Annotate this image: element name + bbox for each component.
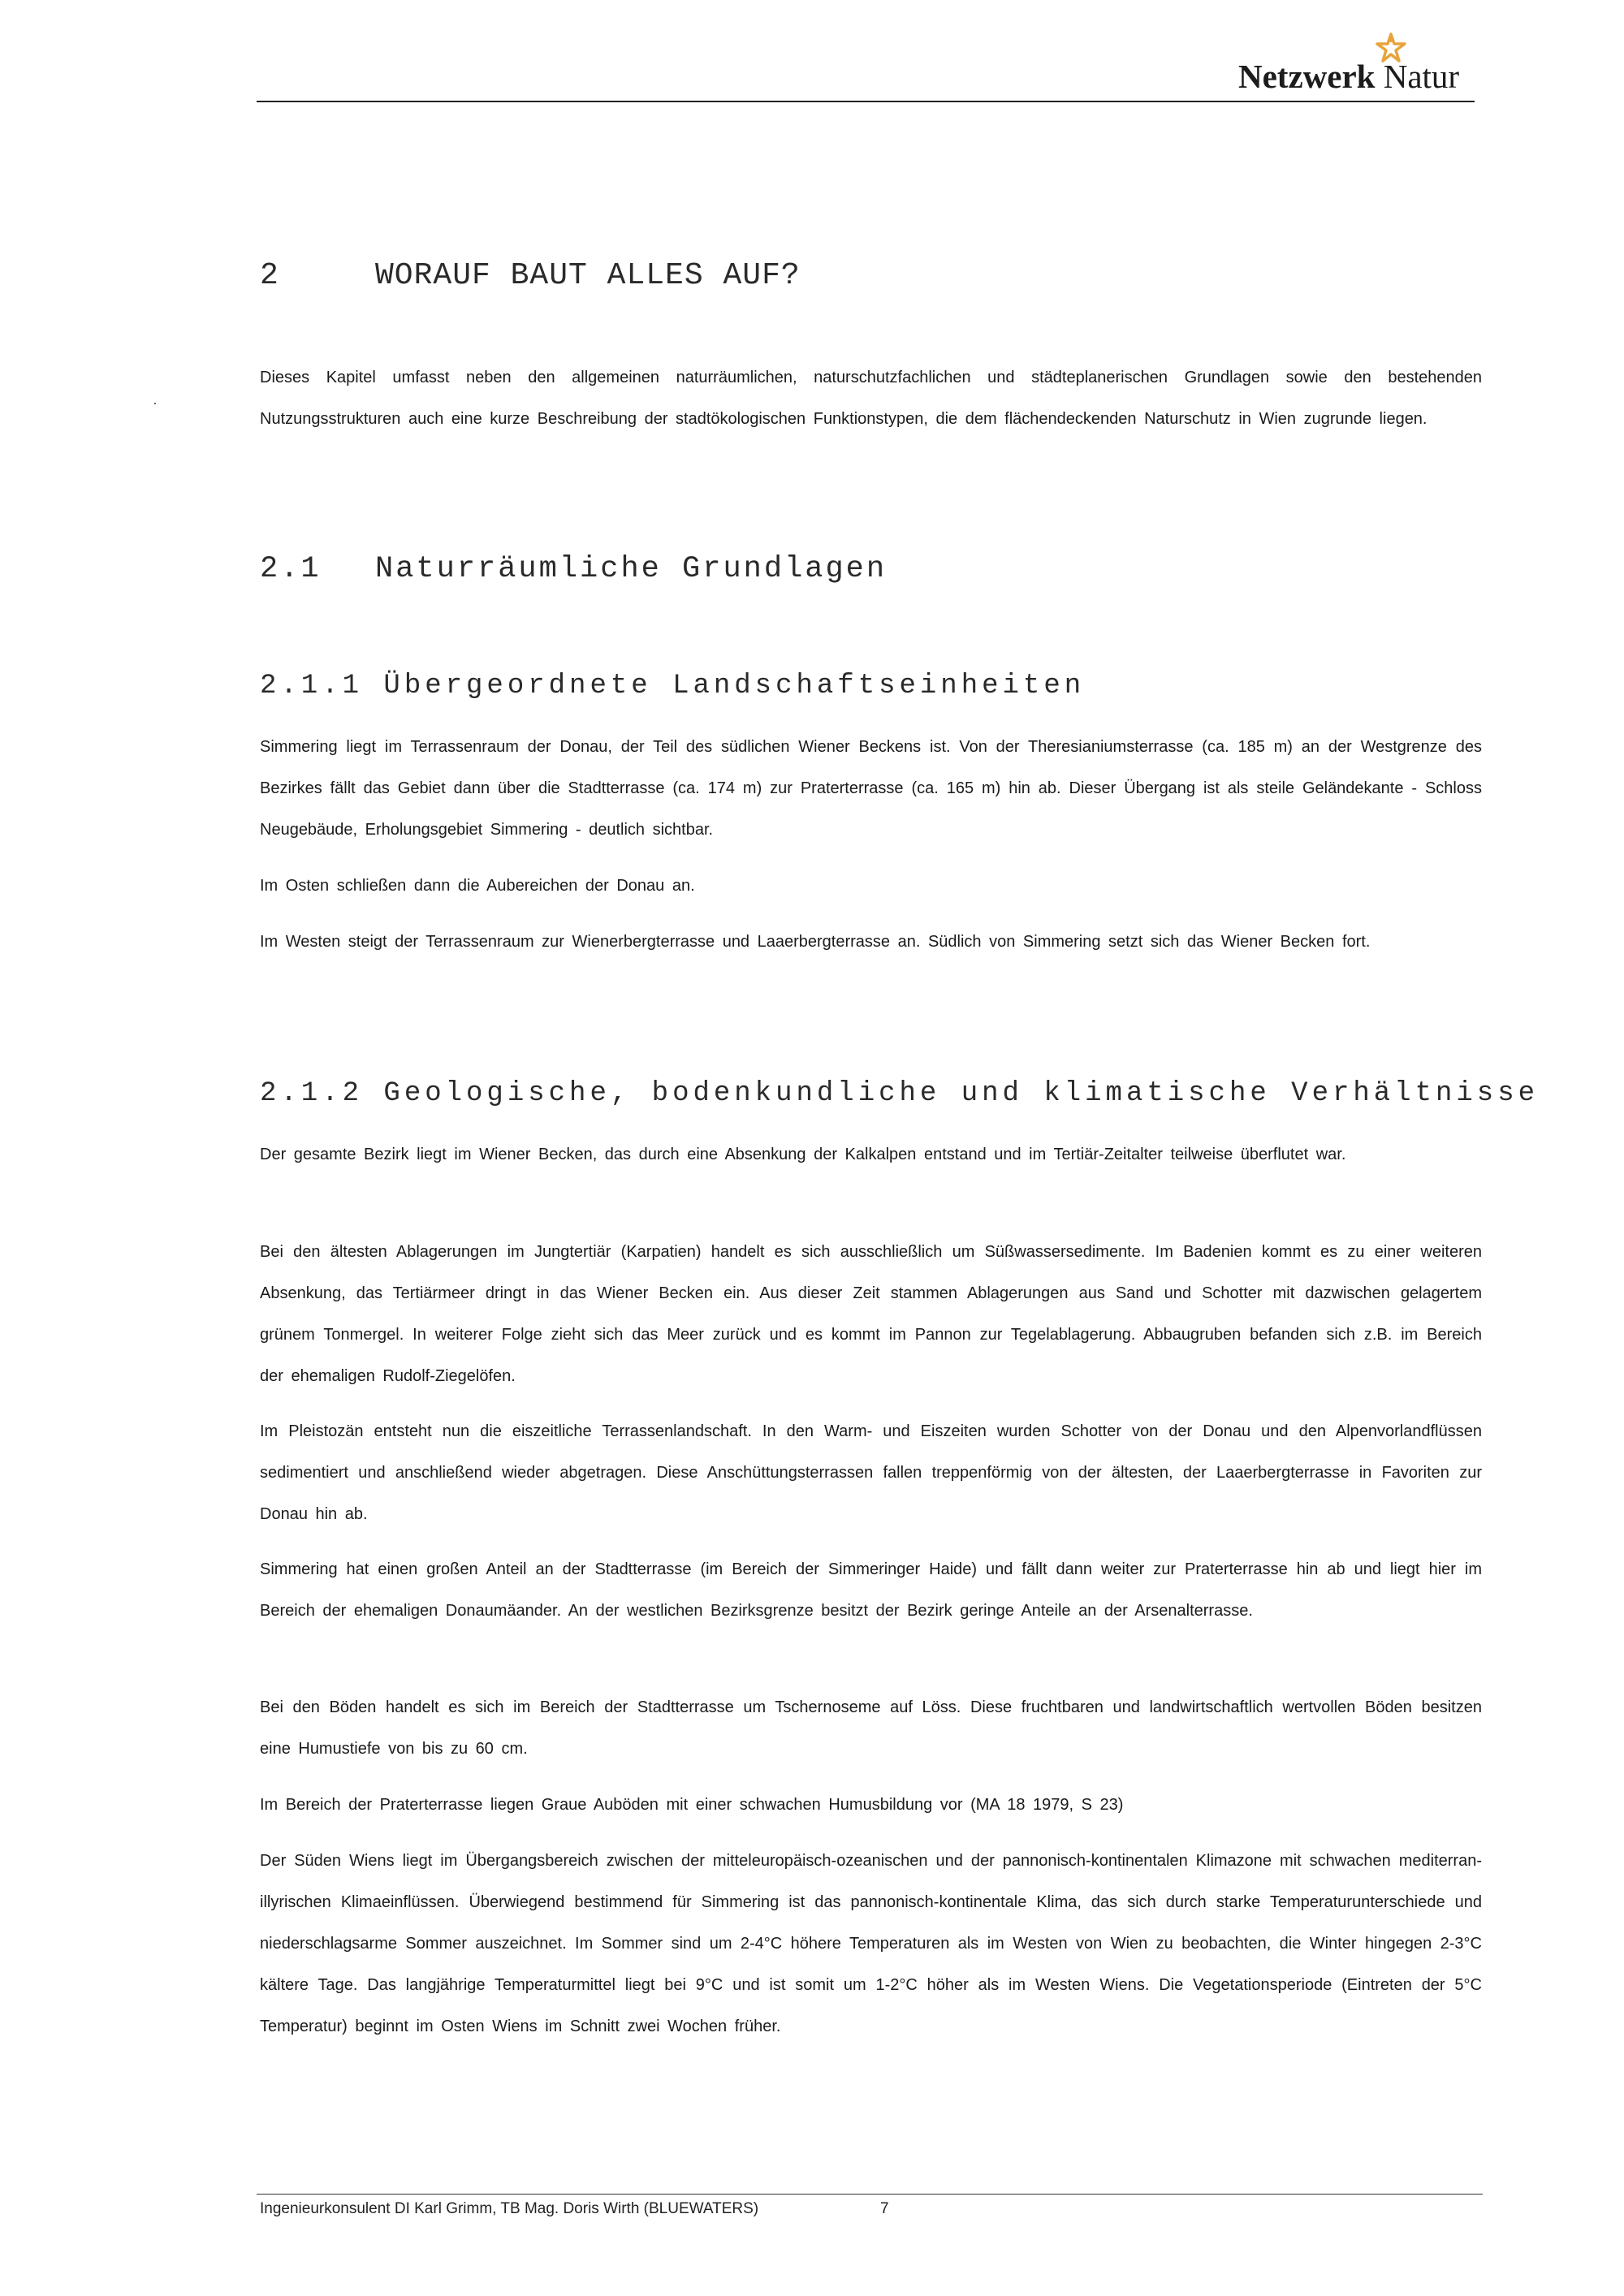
paragraph: Simmering hat einen großen Anteil an der Stadtterrasse (im Bereich der Simmeringer Haide) und fällt dann weiter zur Praterterrasse hin ab und liegt hier im Bereich der ehemaligen Donaumäander. An der westlichen Bezirksgrenze besitzt der Bezirk geringe Anteile an der Arsenalterrasse. [260,1560,1482,1620]
paragraph: Simmering liegt im Terrassenraum der Donau, der Teil des südlichen Wiener Beckens ist. Von der Theresianiumsterrasse (ca. 185 m) an der Westgrenze des Bezirkes fällt das Gebiet dann über die Stadtterrasse (ca. 174 m) zur Praterterrasse (ca. 165 m) hin ab. Dieser Übergang ist als steile Geländekante - Schloss Neugebäude, Erholungsgebiet Simmering - deutlich sichtbar. [260,738,1482,839]
footer-divider [257,2194,1483,2195]
logo-wordmark [1238,57,1459,96]
chapter-heading [260,258,801,293]
logo-word-bold: Netzwerk [1238,58,1376,95]
section-2-1-2-heading: 2.1.2 Geologische, bodenkundliche und klimatische Verhältnisse [260,1078,1540,1109]
section-2-1-title: Naturräumliche Grundlagen [375,552,888,586]
paragraph: Bei den Böden handelt es sich im Bereich der Stadtterrasse um Tschernoseme auf Löss. Diese fruchtbaren und landwirtschaftlich wertvollen Böden besitzen eine Humustiefe von bis zu 60 cm. [260,1698,1482,1758]
section-2-1-1-heading: 2.1.1 Übergeordnete Landschaftseinheiten [260,671,1086,701]
paragraph: Im Osten schließen dann die Aubereichen der Donau an. [260,877,695,895]
paragraph: Im Bereich der Praterterrasse liegen Graue Auböden mit einer schwachen Humusbildung vor (MA 18 1979, S 23) [260,1796,1124,1814]
stray-mark [154,403,156,404]
paragraph: Der gesamte Bezirk liegt im Wiener Becken, das durch eine Absenkung der Kalkalpen entstand und im Tertiär-Zeitalter teilweise überflutet war. [260,1146,1346,1163]
chapter-title: WORAUF BAUT ALLES AUF? [375,258,801,293]
netzwerk-natur-logo [1238,31,1482,101]
intro-paragraph: Dieses Kapitel umfasst neben den allgemeinen naturräumlichen, naturschutzfachlichen und städteplanerischen Grundlagen sowie den bestehenden Nutzungsstrukturen auch eine kurze Beschreibung der stadtökologischen Funktionstypen, die dem flächendeckenden Naturschutz in Wien zugrunde liegen. [260,369,1482,428]
footer-author: Ingenieurkonsulent DI Karl Grimm, TB Mag. Doris Wirth (BLUEWATERS) [260,2200,759,2217]
section-2-1-number: 2.1 [260,552,322,586]
section-2-1-heading [260,552,887,586]
paragraph: Der Süden Wiens liegt im Übergangsbereich zwischen der mitteleuropäisch-ozeanischen und der pannonisch-kontinentalen Klimazone mit schwachen mediterran-illyrischen Klimaeinflüssen. Überwiegend bestimmend für Simmering ist das pannonisch-kontinentale Klima, das sich durch starke Temperaturunterschiede und niederschlagsarme Sommer auszeichnet. Im Sommer sind um 2-4°C höhere Temperaturen als im Westen von Wien zu beobachten, die Winter hingegen 2-3°C kältere Tage. Das langjährige Temperaturmittel liegt bei 9°C und ist somit um 1-2°C höher als im Westen Wiens. Die Vegetationsperiode (Eintreten der 5°C Temperatur) beginnt im Osten Wiens im Schnitt zwei Wochen früher. [260,1852,1482,2035]
page-footer [260,2200,889,2218]
logo-word-regular: Natur [1383,58,1460,95]
paragraph: Bei den ältesten Ablagerungen im Jungtertiär (Karpatien) handelt es sich ausschließlich um Süßwassersedimente. Im Badenien kommt es zu einer weiteren Absenkung, das Tertiärmeer dringt in das Wiener Becken ein. Aus dieser Zeit stammen Ablagerungen aus Sand und Schotter mit dazwischen gelagertem grünem Tonmergel. In weiterer Folge zieht sich das Meer zurück und es kommt im Pannon zur Tegelablagerung. Abbaugruben befanden sich z.B. im Bereich der ehemaligen Rudolf-Ziegelöfen. [260,1243,1482,1385]
page-number: 7 [880,2200,889,2217]
header-divider [257,101,1475,102]
paragraph: Im Westen steigt der Terrassenraum zur Wienerbergterrasse und Laaerbergterrasse an. Südlich von Simmering setzt sich das Wiener Becken fort. [260,933,1371,951]
paragraph: Im Pleistozän entsteht nun die eiszeitliche Terrassenlandschaft. In den Warm- und Eiszeiten wurden Schotter von der Donau und den Alpenvorlandflüssen sedimentiert und anschließend wieder abgetragen. Diese Anschüttungsterrassen fallen treppenförmig von der ältesten, der Laaerbergterrasse in Favoriten zur Donau hin ab. [260,1422,1482,1523]
chapter-number: 2 [260,258,279,293]
